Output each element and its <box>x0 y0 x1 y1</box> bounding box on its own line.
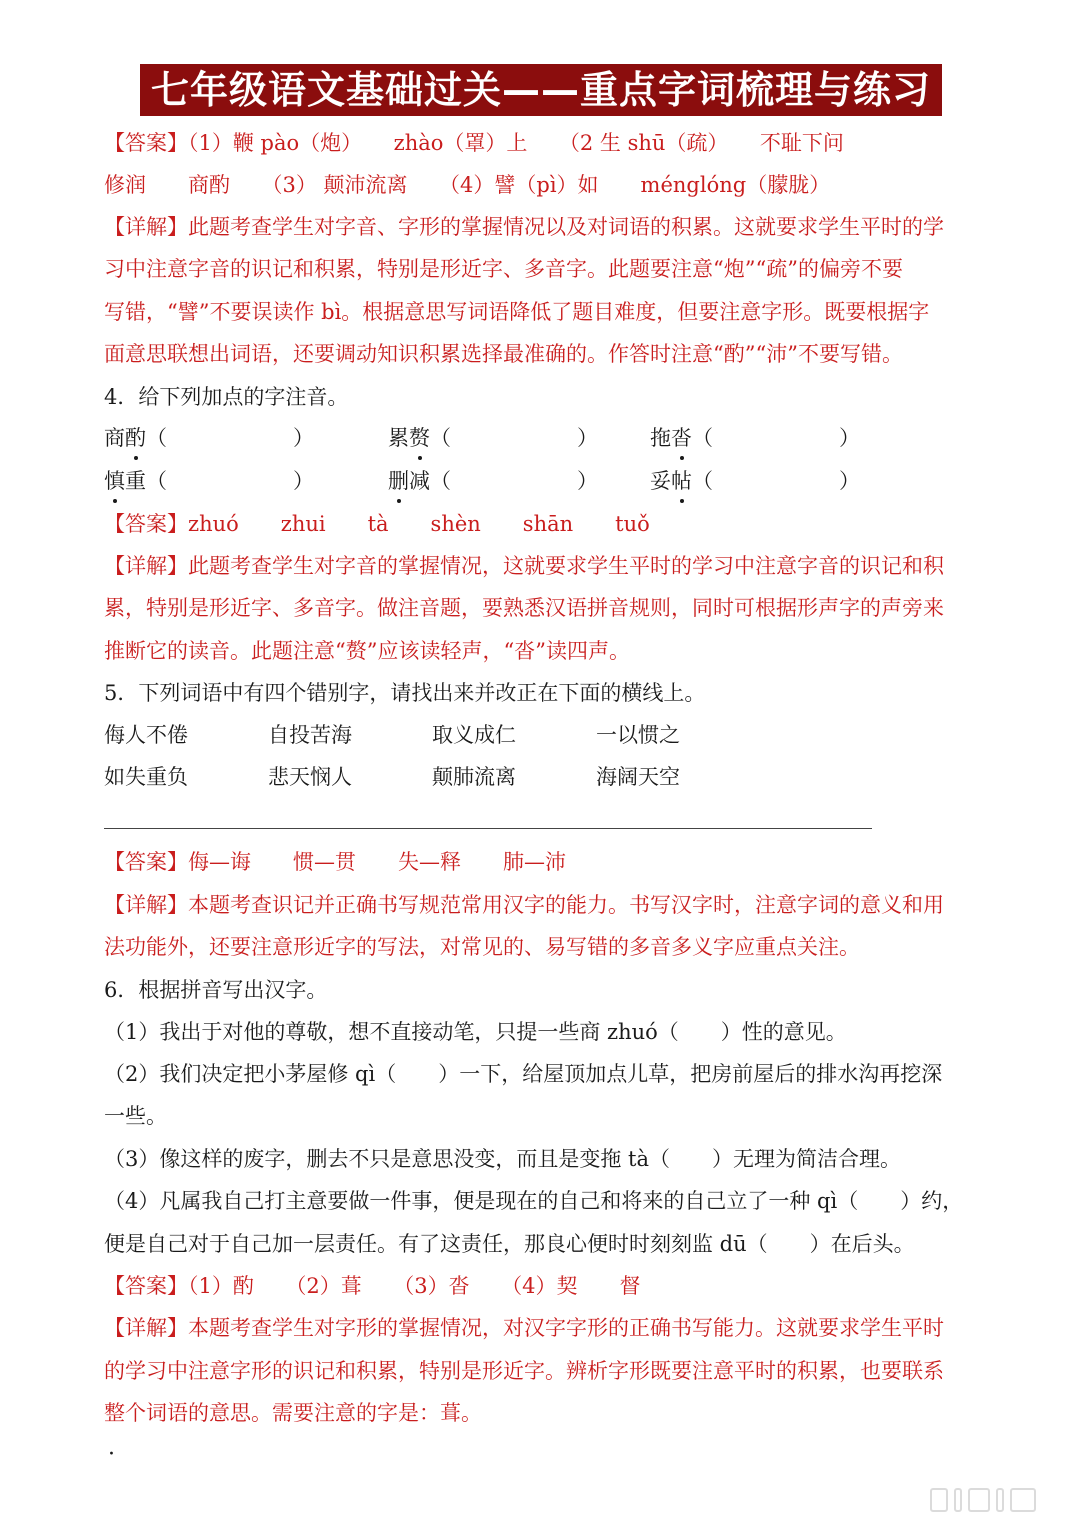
q4-detail-line: 推断它的读音。此题注意“赘”应该读轻声，“沓”读四声。 <box>104 639 630 663</box>
q4-item: 妥帖（ ） <box>650 465 860 497</box>
watermark-toolbar-icon <box>930 1486 1054 1514</box>
q3-answer-line-2: 修润 商酌 （3） 颠沛流离 （4）譬（pì）如 ménglóng（朦胧） <box>104 173 831 197</box>
q5-word: 海阔天空 <box>596 765 680 789</box>
q6-prompt: 6．根据拼音写出汉字。 <box>104 978 328 1002</box>
q5-detail-line: 法功能外，还要注意形近字的写法，对常见的、易写错的多音多义字应重点关注。 <box>104 935 860 959</box>
q5-detail-line: 【详解】本题考查识记并正确书写规范常用汉字的能力。书写汉字时，注意字词的意义和用 <box>104 893 944 917</box>
q5-word: 侮人不倦 <box>104 723 188 747</box>
q6-detail-line: 【详解】本题考查学生对字形的掌握情况，对汉字字形的正确书写能力。这就要求学生平时 <box>104 1316 944 1340</box>
q6-line: （4）凡属我自己打主意要做一件事，便是现在的自己和将来的自己立了一种 qì（ ）约， <box>104 1189 964 1213</box>
q4-item: 商酌（ ） <box>104 422 314 454</box>
q3-detail-line: 面意思联想出词语，还要调动知识积累选择最准确的。作答时注意“酌”“沛”不要写错。 <box>104 342 903 366</box>
q6-detail-line: 的学习中注意字形的识记和积累，特别是形近字。辨析字形既要注意平时的积累，也要联系 <box>104 1359 944 1383</box>
q5-answer: 【答案】侮—诲 惯—贯 失—释 肺—沛 <box>104 850 566 874</box>
answer-underline <box>104 828 872 829</box>
page-title: 七年级语文基础过关——重点字词梳理与练习 <box>140 64 942 116</box>
q5-prompt: 5．下列词语中有四个错别字，请找出来并改正在下面的横线上。 <box>104 681 706 705</box>
q6-line: （2）我们决定把小茅屋修 qì（ ）一下，给屋顶加点儿草，把房前屋后的排水沟再挖深 <box>104 1062 943 1086</box>
q3-answer-line-1: 【答案】（1）鞭 pào（炮） zhào（罩）上 （2 生 shū（疏） 不耻下问 <box>104 131 844 155</box>
q5-word: 如失重负 <box>104 765 188 789</box>
q6-line: 一些。 <box>104 1104 167 1128</box>
q4-item: 删减（ ） <box>388 465 598 497</box>
q5-word: 取义成仁 <box>432 723 516 747</box>
q3-detail-line: 【详解】此题考查学生对字音、字形的掌握情况以及对词语的积累。这就要求学生平时的学 <box>104 215 944 239</box>
q5-word: 一以惯之 <box>596 723 680 747</box>
q3-detail-line: 习中注意字音的识记和积累，特别是形近字、多音字。此题要注意“炮”“疏”的偏旁不要 <box>104 257 903 281</box>
q4-prompt: 4．给下列加点的字注音。 <box>104 385 349 409</box>
q4-detail-line: 累，特别是形近字、多音字。做注音题，要熟悉汉语拼音规则，同时可根据形声字的声旁来 <box>104 596 944 620</box>
q3-detail-line: 写错，“譬”不要误读作 bì。根据意思写词语降低了题目难度，但要注意字形。既要根据字 <box>104 300 930 324</box>
q6-line: （3）像这样的废字，删去不只是意思没变，而且是变拖 tà（ ）无理为简洁合理。 <box>104 1147 901 1171</box>
q6-line: （1）我出于对他的尊敬，想不直接动笔，只提一些商 zhuó（ ）性的意见。 <box>104 1020 847 1044</box>
q4-item: 拖沓（ ） <box>650 422 860 454</box>
q5-word: 悲天悯人 <box>268 765 352 789</box>
q4-detail-line: 【详解】此题考查学生对字音的掌握情况，这就要求学生平时的学习中注意字音的识记和积 <box>104 554 944 578</box>
q5-word: 自投苦海 <box>268 723 352 747</box>
q6-detail-line: 整个词语的意思。需要注意的字是：葺。 <box>104 1401 482 1425</box>
trailing-dot: · <box>108 1442 115 1467</box>
q5-word: 颠肺流离 <box>432 765 516 789</box>
q4-item: 慎重（ ） <box>104 465 314 497</box>
q4-answer: 【答案】zhuó zhui tà shèn shān tuǒ <box>104 512 650 536</box>
q6-answer: 【答案】（1）酌 （2）葺 （3）沓 （4）契 督 <box>104 1274 641 1298</box>
q4-item: 累赘（ ） <box>388 422 598 454</box>
q6-line: 便是自己对于自己加一层责任。有了这责任，那良心便时时刻刻监 dū（ ）在后头。 <box>104 1232 915 1256</box>
